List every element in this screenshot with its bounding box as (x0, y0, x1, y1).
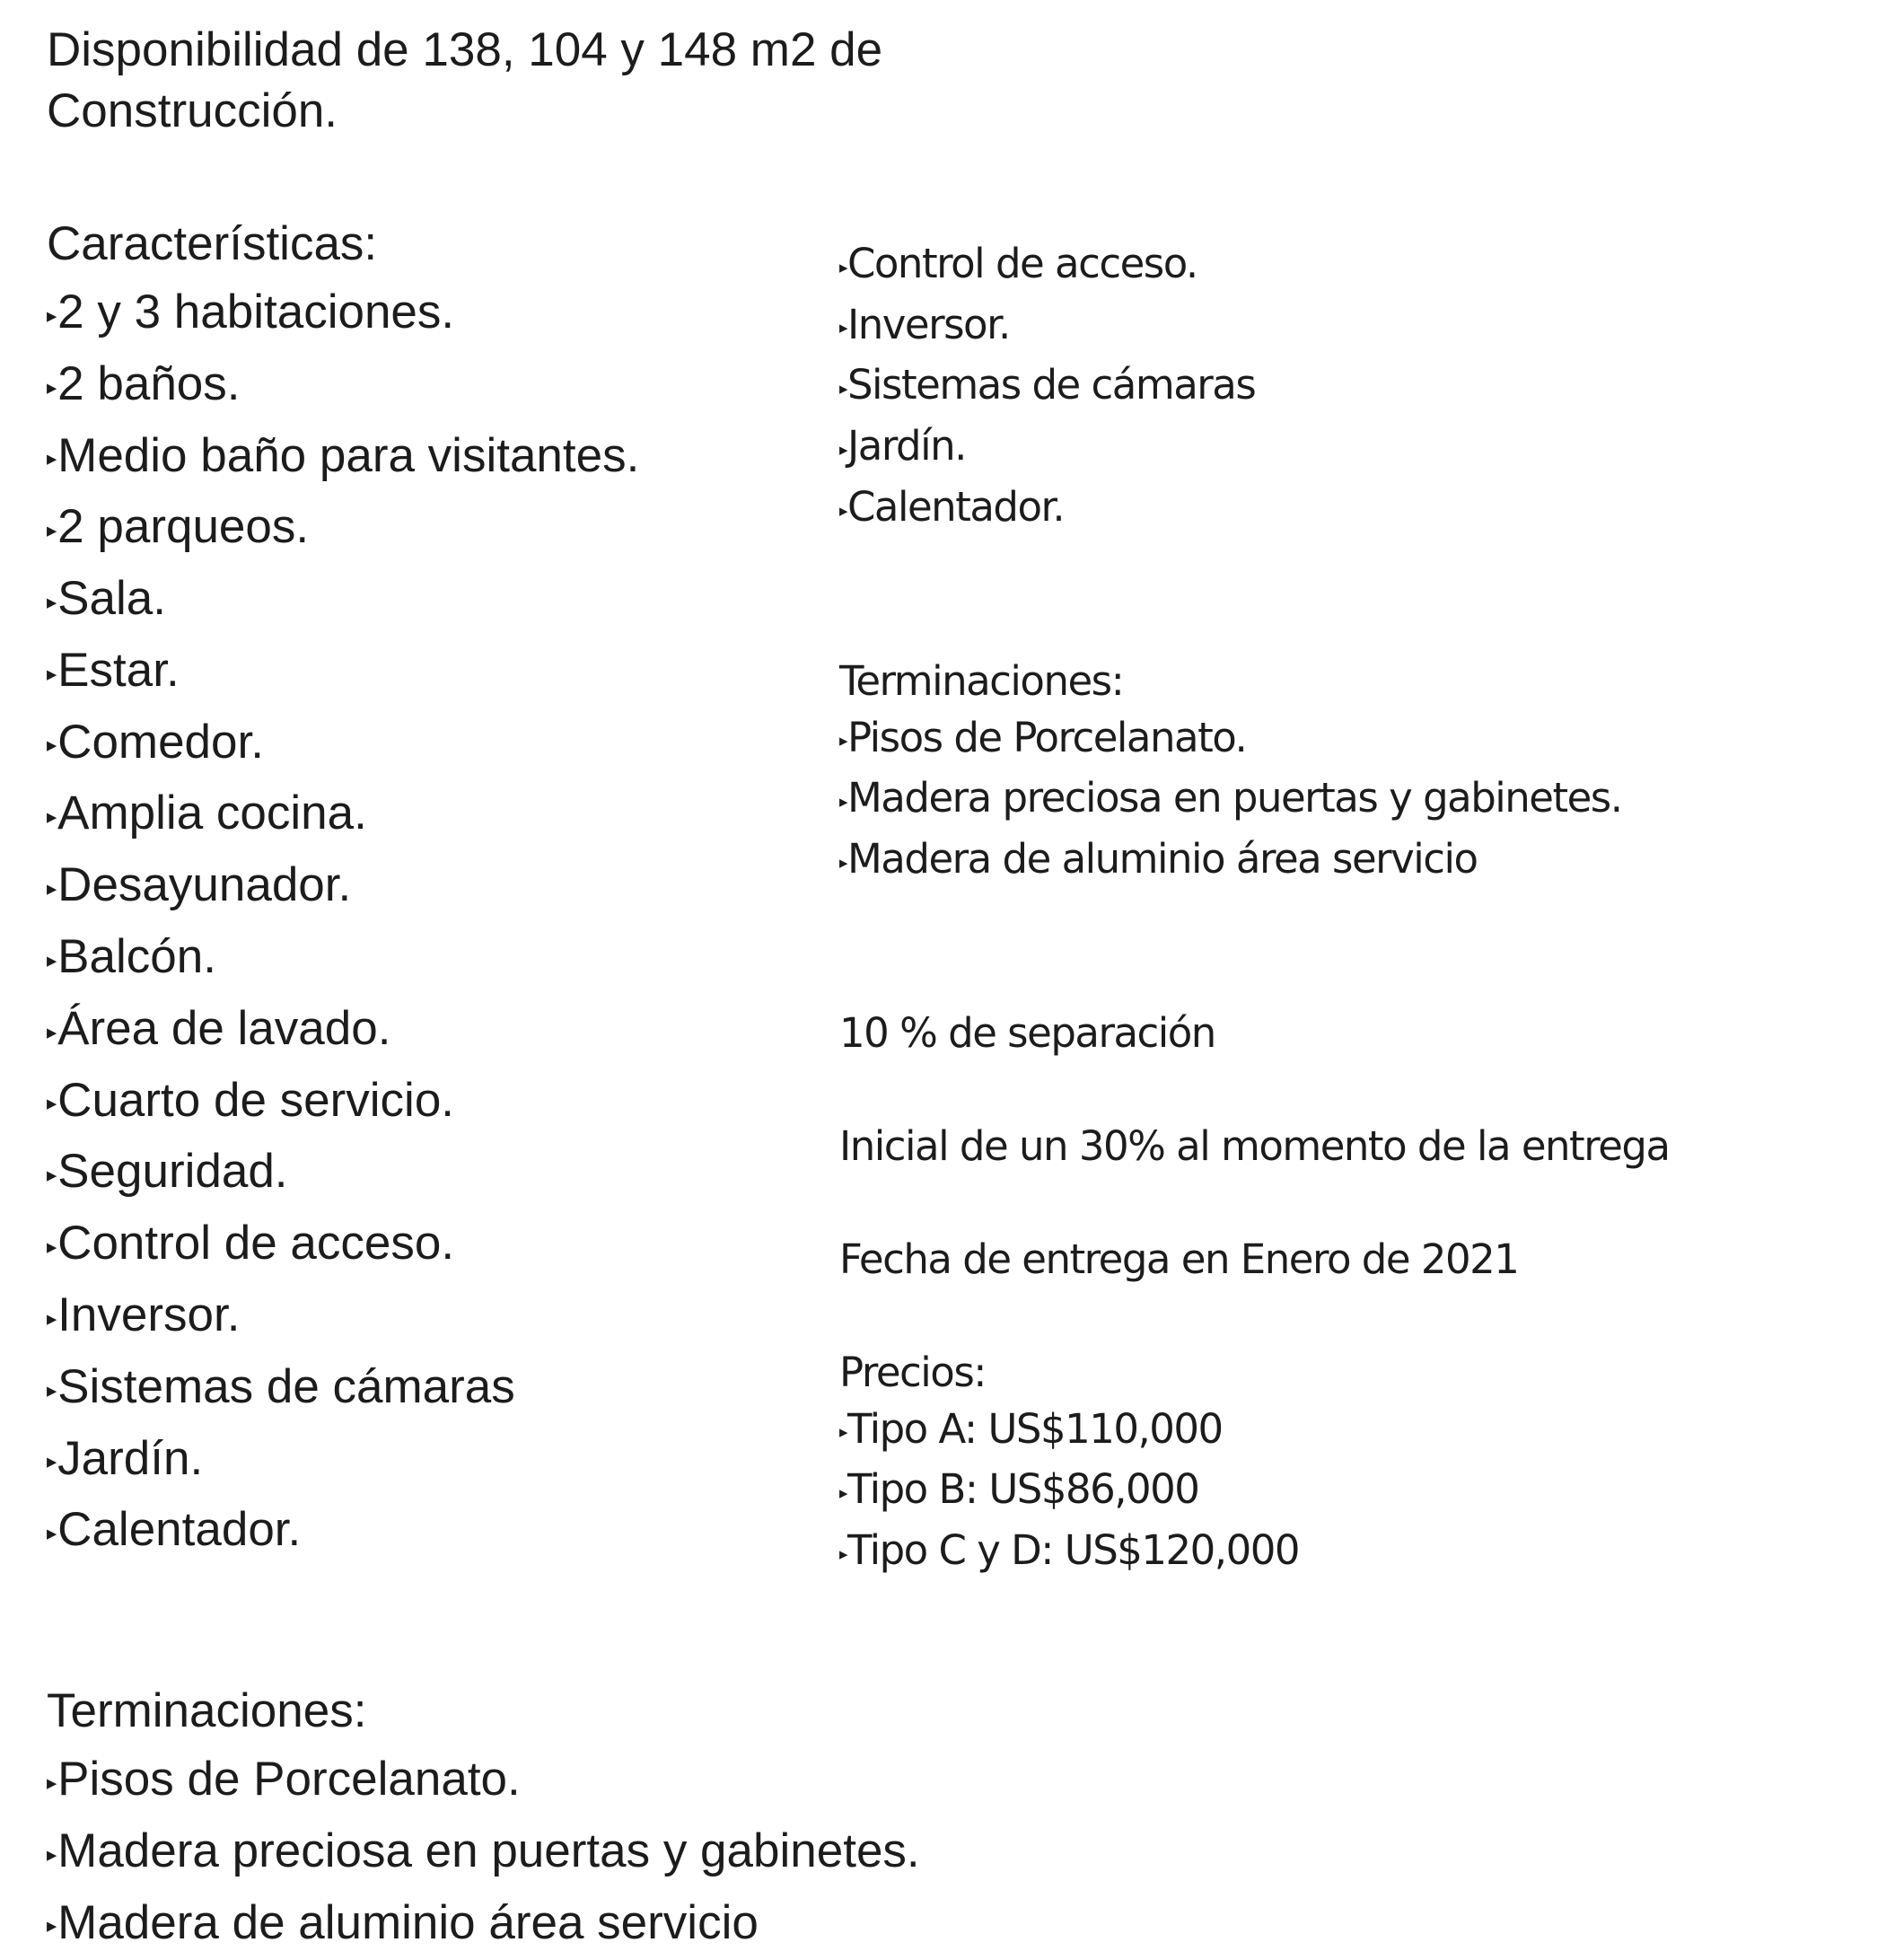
list-item: ▸Tipo B: US$86,000 (839, 1461, 1845, 1522)
bullet-icon: ▸ (47, 590, 57, 613)
list-item: ▸Control de acceso. (47, 1209, 944, 1281)
bullet-icon: ▸ (47, 948, 57, 971)
inicial-text: Inicial de un 30% al momento de la entrega (839, 1121, 1670, 1170)
bullet-icon: ▸ (47, 805, 57, 829)
terminaciones-heading: Terminaciones: (47, 1684, 367, 1738)
bullet-icon: ▸ (47, 1450, 57, 1473)
bullet-icon: ▸ (839, 1422, 847, 1443)
bullet-icon: ▸ (47, 303, 57, 327)
bullet-icon: ▸ (47, 1378, 57, 1402)
list-item: ▸Sistemas de cámaras (47, 1353, 944, 1425)
bullet-icon: ▸ (47, 375, 57, 399)
separacion-text: 10 % de separación (839, 1008, 1215, 1057)
list-item: ▸Tipo C y D: US$120,000 (839, 1522, 1845, 1583)
bullet-icon: ▸ (839, 852, 847, 873)
list-item: ▸Madera preciosa en puertas y gabinetes. (839, 769, 1845, 831)
precios-list (839, 1401, 1845, 1583)
list-item: ▸Tipo A: US$110,000 (839, 1401, 1845, 1462)
caracteristicas-list (47, 278, 944, 1568)
bullet-icon: ▸ (839, 379, 847, 400)
list-item: ▸2 parqueos. (47, 493, 944, 565)
right-column (839, 235, 1845, 1583)
section-gap (839, 892, 1845, 1005)
bullet-icon: ▸ (839, 1543, 847, 1564)
bullet-icon: ▸ (47, 447, 57, 470)
bullet-icon: ▸ (47, 1914, 57, 1938)
bullet-icon: ▸ (47, 1235, 57, 1258)
bullet-icon: ▸ (47, 1306, 57, 1330)
intro-line: Construcción. (47, 84, 338, 137)
bullet-icon: ▸ (47, 1522, 57, 1545)
fecha-entrega-text: Fecha de entrega en Enero de 2021 (839, 1235, 1519, 1283)
list-item: ▸Medio baño para visitantes. (47, 422, 944, 494)
left-column (47, 20, 944, 1960)
bullet-icon: ▸ (47, 877, 57, 901)
bullet-icon: ▸ (839, 318, 847, 338)
list-item: ▸2 y 3 habitaciones. (47, 278, 944, 350)
intro-line: Disponibilidad de 138, 104 y 148 m2 de (47, 23, 883, 76)
list-item: ▸Pisos de Porcelanato. (47, 1745, 944, 1817)
bullet-icon: ▸ (839, 1483, 847, 1504)
list-item: ▸Jardín. (839, 417, 1845, 479)
section-gap (839, 1288, 1845, 1344)
list-item: ▸Madera de aluminio área servicio (839, 831, 1845, 892)
bullet-icon: ▸ (47, 1771, 57, 1794)
list-item: ▸Comedor. (47, 708, 944, 780)
precios-heading: Precios: (839, 1348, 986, 1396)
list-item: ▸Inversor. (839, 296, 1845, 357)
list-item: ▸Área de lavado. (47, 995, 944, 1067)
bullet-icon: ▸ (47, 1164, 57, 1187)
bullet-icon: ▸ (47, 734, 57, 757)
bullet-icon: ▸ (47, 1842, 57, 1866)
caracteristicas-heading: Características: (47, 217, 378, 270)
bullet-icon: ▸ (47, 662, 57, 685)
caracteristicas-cont-list (839, 235, 1845, 540)
list-item: ▸Sala. (47, 565, 944, 637)
list-item: ▸Amplia cocina. (47, 779, 944, 851)
list-item: ▸Control de acceso. (839, 235, 1845, 296)
bullet-icon: ▸ (47, 1092, 57, 1115)
bullet-icon: ▸ (47, 1020, 57, 1043)
list-item: ▸Pisos de Porcelanato. (839, 709, 1845, 770)
bullet-icon: ▸ (839, 500, 847, 521)
list-item: ▸Balcón. (47, 923, 944, 995)
terminaciones-heading: Terminaciones: (839, 656, 1124, 705)
list-item: ▸Madera preciosa en puertas y gabinetes. (47, 1817, 944, 1889)
intro-paragraph (47, 20, 944, 142)
list-item: ▸Sistemas de cámaras (839, 356, 1845, 417)
list-item: ▸Inversor. (47, 1281, 944, 1353)
section-gap (839, 1174, 1845, 1231)
bullet-icon: ▸ (839, 439, 847, 460)
list-item: ▸Calentador. (839, 479, 1845, 540)
list-item: ▸Madera de aluminio área servicio (47, 1889, 944, 1960)
bullet-icon: ▸ (839, 792, 847, 813)
list-item: ▸Desayunador. (47, 851, 944, 923)
bullet-icon: ▸ (839, 257, 847, 277)
section-gap (839, 540, 1845, 653)
terminaciones-list (47, 1745, 944, 1960)
section-gap (839, 1061, 1845, 1118)
terminaciones-list (839, 709, 1845, 892)
list-item: ▸Cuarto de servicio. (47, 1067, 944, 1138)
list-item: ▸Estar. (47, 637, 944, 708)
bullet-icon: ▸ (47, 519, 57, 542)
section-gap (47, 1568, 944, 1677)
list-item: ▸Jardín. (47, 1425, 944, 1497)
list-item: ▸Seguridad. (47, 1138, 944, 1209)
bullet-icon: ▸ (839, 731, 847, 751)
list-item: ▸2 baños. (47, 350, 944, 422)
list-item: ▸Calentador. (47, 1496, 944, 1568)
